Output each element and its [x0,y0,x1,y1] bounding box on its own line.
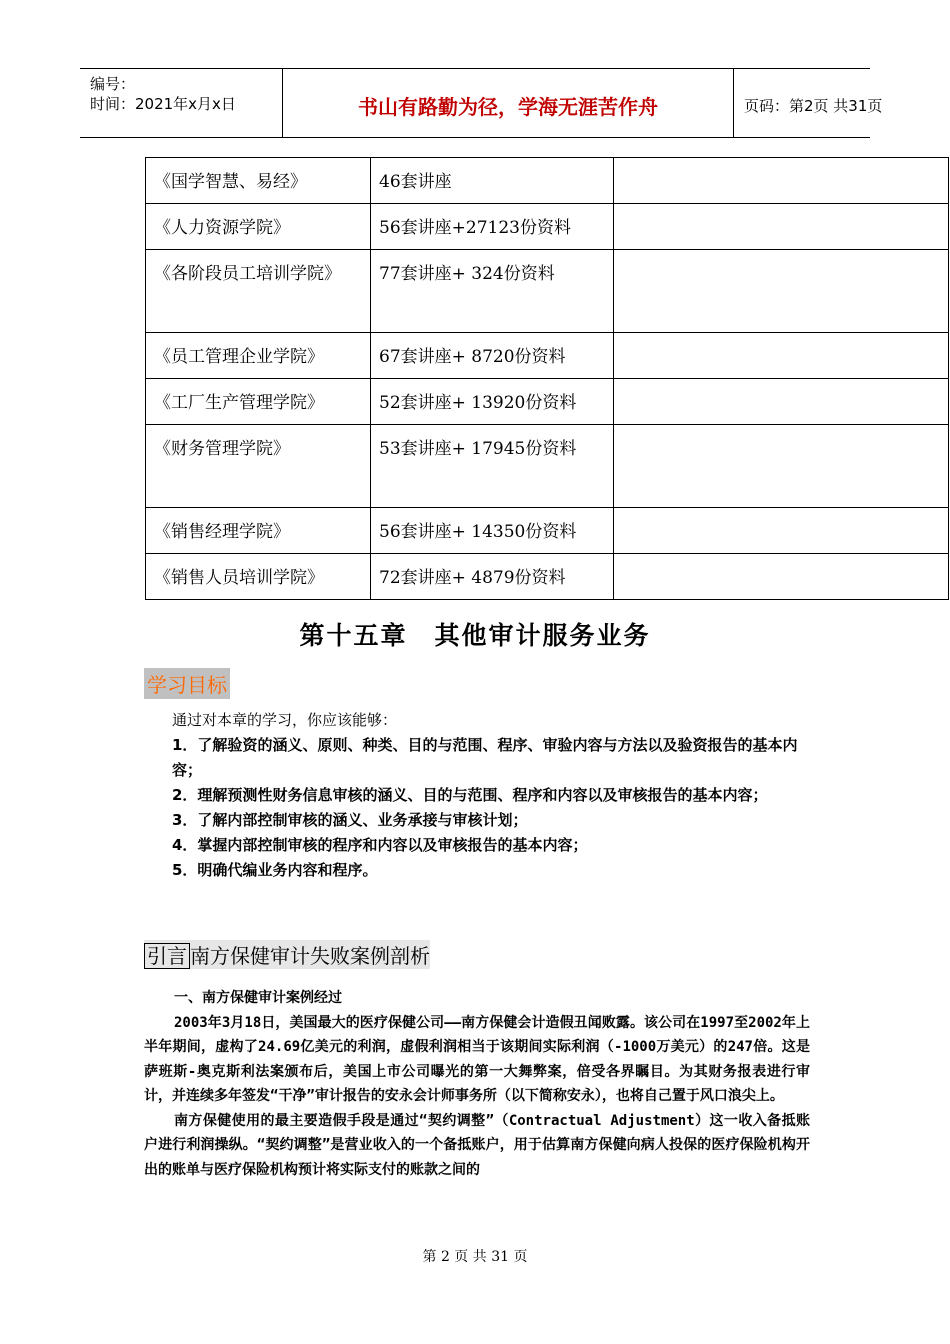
table-cell-content: 52套讲座+ 13920份资料 [371,379,614,425]
page-footer: 第 2 页 共 31 页 [422,1249,528,1265]
intro-heading [144,940,430,969]
table-cell-name: 《国学智慧、易经》 [146,158,371,204]
goal-item: 1．了解验资的涵义、原则、种类、目的与范围、程序、审验内容与方法以及验资报告的基本内容； [172,736,798,779]
goals-lead: 通过对本章的学习，你应该能够： [172,711,398,729]
table-cell-content: 53套讲座+ 17945份资料 [371,425,614,508]
case-paragraph: 南方保健使用的最主要造假手段是通过“契约调整”（Contractual Adjustment）这一收入备抵账户进行利润操纵。“契约调整”是营业收入的一个备抵账户，用于估算南方保健向病人投保的医疗保险机构开出的账单与医疗保险机构预计将实际支付的账款之间的 [144,1112,810,1178]
goal-item: 3．了解内部控制审核的涵义、业务承接与审核计划； [172,811,528,829]
table-cell-name: 《销售人员培训学院》 [146,554,371,600]
goal-item: 5．明确代编业务内容和程序。 [172,861,378,879]
table-cell-name: 《销售经理学院》 [146,508,371,554]
table-cell-note [614,508,949,554]
table-row [146,158,949,204]
header-meta-cell [80,69,282,137]
number-label: 编号： [90,75,136,93]
table-cell-name: 《工厂生产管理学院》 [146,379,371,425]
intro-title: 南方保健审计失败案例剖析 [190,944,430,968]
table-cell-note [614,250,949,333]
learning-goals-label: 学习目标 [144,668,230,699]
table-cell-content: 67套讲座+ 8720份资料 [371,333,614,379]
table-cell-name: 《员工管理企业学院》 [146,333,371,379]
motto: 书山有路勤为径，学海无涯苦作舟 [358,95,658,119]
case-body [144,986,810,1182]
intro-tag: 引言 [144,943,190,969]
table-cell-content: 56套讲座+ 14350份资料 [371,508,614,554]
resource-table [145,157,949,600]
learning-goals [144,708,814,883]
table-row [146,204,949,250]
table-cell-name: 《人力资源学院》 [146,204,371,250]
page-code: 页码：第2页 共31页 [744,97,883,115]
table-cell-note [614,158,949,204]
table-cell-content: 56套讲座+27123份资料 [371,204,614,250]
table-row [146,508,949,554]
table-row [146,333,949,379]
table-cell-note [614,333,949,379]
case-paragraph: 2003年3月18日，美国最大的医疗保健公司——南方保健会计造假丑闻败露。该公司在1997至2002年上半年期间，虚构了24.69亿美元的利润，虚假利润相当于该期间实际利润（-1000万美元）的247倍。这是萨班斯-奥克斯利法案颁布后，美国上市公司曝光的第一大舞弊案，倍受各界瞩目。为其财务报表进行审计，并连续多年签发“干净”审计报告的安永会计师事务所（以下简称安永），也将自己置于风口浪尖上。 [144,1014,810,1104]
table-cell-content: 46套讲座 [371,158,614,204]
table-row [146,250,949,333]
table-row [146,554,949,600]
table-cell-name: 《各阶段员工培训学院》 [146,250,371,333]
table-cell-note [614,204,949,250]
table-cell-note [614,554,949,600]
page-header [80,68,883,138]
goal-item: 4．掌握内部控制审核的程序和内容以及审核报告的基本内容； [172,836,588,854]
case-subheading: 一、南方保健审计案例经过 [174,990,342,1006]
header-motto-cell [282,69,734,137]
table-cell-name: 《财务管理学院》 [146,425,371,508]
goal-item: 2．理解预测性财务信息审核的涵义、目的与范围、程序和内容以及审核报告的基本内容； [172,786,768,804]
table-row [146,379,949,425]
table-cell-content: 72套讲座+ 4879份资料 [371,554,614,600]
table-cell-note [614,379,949,425]
table-cell-note [614,425,949,508]
chapter-title: 第十五章 其他审计服务业务 [299,621,651,650]
table-row [146,425,949,508]
table-cell-content: 77套讲座+ 324份资料 [371,250,614,333]
time-label: 时间：2021年x月x日 [90,95,236,113]
header-page-cell [734,69,883,137]
